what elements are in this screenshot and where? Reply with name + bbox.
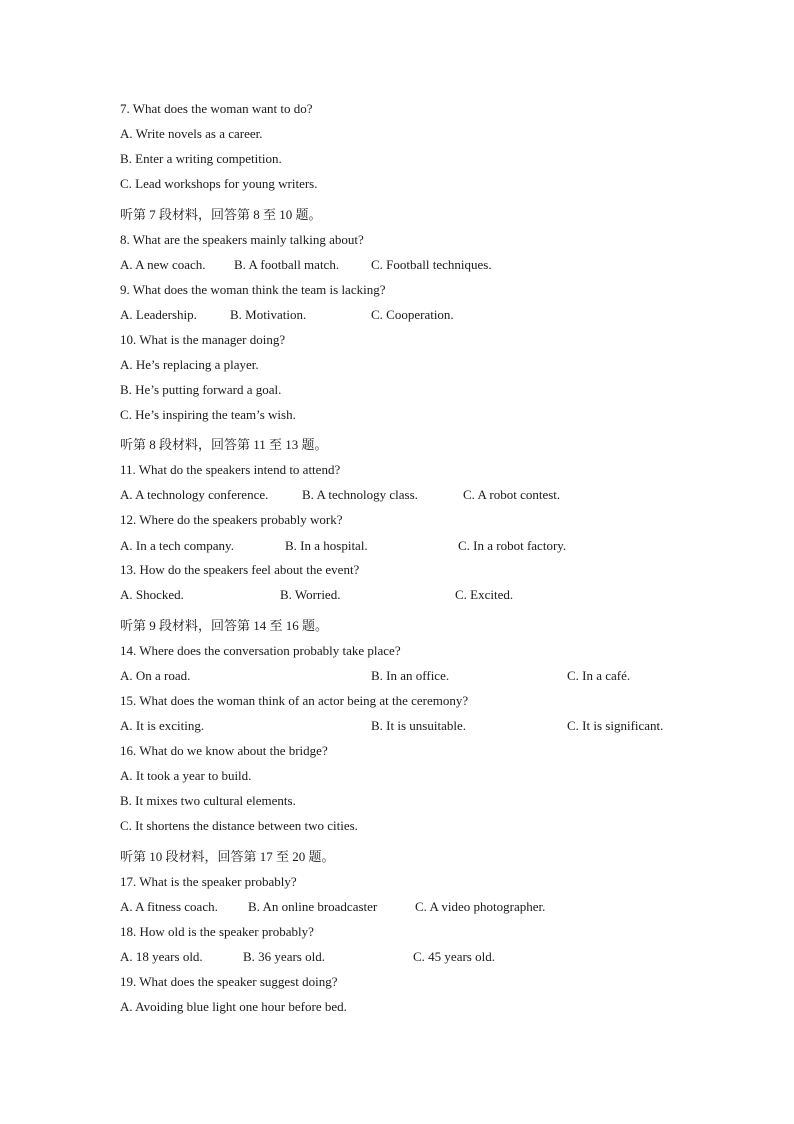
q16-option-b: B. It mixes two cultural elements.: [120, 793, 296, 808]
question-15: 15. What does the woman think of an actor being at the ceremony?: [120, 693, 469, 708]
q18-option-c: C. 45 years old.: [413, 949, 495, 964]
q9-option-b: B. Motivation.: [230, 307, 307, 322]
q8-option-a: A. A new coach.: [120, 257, 206, 272]
q15-options: [120, 718, 720, 734]
section-heading-9: 听第 9 段材料，回答第 14 至 16 题。: [120, 618, 329, 633]
q15-option-b: B. It is unsuitable.: [371, 718, 466, 733]
q11-option-b: B. A technology class.: [302, 487, 418, 502]
section-heading-10: 听第 10 段材料，回答第 17 至 20 题。: [120, 849, 335, 864]
q17-option-b: B. An online broadcaster: [248, 899, 378, 914]
q15-option-a: A. It is exciting.: [120, 718, 205, 733]
q9-option-a: A. Leadership.: [120, 307, 197, 322]
q9-options: [120, 307, 720, 323]
question-7: 7. What does the woman want to do?: [120, 101, 313, 116]
q13-option-b: B. Worried.: [280, 587, 341, 602]
section-heading-8: 听第 8 段材料，回答第 11 至 13 题。: [120, 437, 328, 452]
q18-option-b: B. 36 years old.: [243, 949, 325, 964]
q12-option-b: B. In a hospital.: [285, 538, 368, 553]
question-9: 9. What does the woman think the team is lacking?: [120, 282, 386, 297]
q11-options: [120, 487, 720, 503]
question-16: 16. What do we know about the bridge?: [120, 743, 328, 758]
q13-options: [120, 587, 720, 603]
q8-options: [120, 257, 720, 273]
q16-option-a: A. It took a year to build.: [120, 768, 252, 783]
q9-option-c: C. Cooperation.: [371, 307, 454, 322]
q8-option-b: B. A football match.: [234, 257, 340, 272]
q15-option-c: C. It is significant.: [567, 718, 664, 733]
q16-option-c: C. It shortens the distance between two cities.: [120, 818, 358, 833]
q14-option-b: B. In an office.: [371, 668, 450, 683]
q10-option-c: C. He’s inspiring the team’s wish.: [120, 407, 296, 422]
q7-option-c: C. Lead workshops for young writers.: [120, 176, 318, 191]
q10-option-b: B. He’s putting forward a goal.: [120, 382, 282, 397]
question-18: 18. How old is the speaker probably?: [120, 924, 314, 939]
q14-option-c: C. In a café.: [567, 668, 631, 683]
question-12: 12. Where do the speakers probably work?: [120, 512, 343, 527]
q11-option-c: C. A robot contest.: [463, 487, 561, 502]
q17-option-c: C. A video photographer.: [415, 899, 546, 914]
section-heading-7: 听第 7 段材料，回答第 8 至 10 题。: [120, 207, 322, 222]
q12-option-a: A. In a tech company.: [120, 538, 234, 553]
q14-option-a: A. On a road.: [120, 668, 191, 683]
question-14: 14. Where does the conversation probably take place?: [120, 643, 401, 658]
q12-options: [120, 538, 720, 554]
question-11: 11. What do the speakers intend to attend?: [120, 462, 341, 477]
question-19: 19. What does the speaker suggest doing?: [120, 974, 338, 989]
q17-options: [120, 899, 720, 915]
q11-option-a: A. A technology conference.: [120, 487, 269, 502]
question-8: 8. What are the speakers mainly talking about?: [120, 232, 364, 247]
q12-option-c: C. In a robot factory.: [458, 538, 567, 553]
q13-option-a: A. Shocked.: [120, 587, 184, 602]
q10-option-a: A. He’s replacing a player.: [120, 357, 259, 372]
q13-option-c: C. Excited.: [455, 587, 514, 602]
question-13: 13. How do the speakers feel about the event?: [120, 562, 360, 577]
q18-option-a: A. 18 years old.: [120, 949, 203, 964]
q14-options: [120, 668, 720, 684]
question-10: 10. What is the manager doing?: [120, 332, 286, 347]
q17-option-a: A. A fitness coach.: [120, 899, 218, 914]
q19-option-a: A. Avoiding blue light one hour before bed.: [120, 999, 347, 1014]
q8-option-c: C. Football techniques.: [371, 257, 492, 272]
q18-options: [120, 949, 720, 965]
q7-option-b: B. Enter a writing competition.: [120, 151, 282, 166]
question-17: 17. What is the speaker probably?: [120, 874, 297, 889]
q7-option-a: A. Write novels as a career.: [120, 126, 263, 141]
